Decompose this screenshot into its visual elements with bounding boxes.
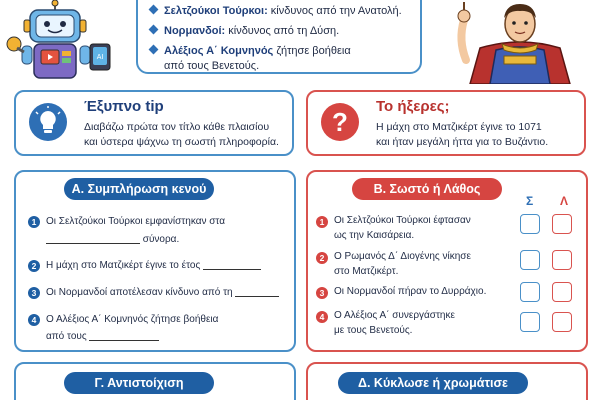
answer-blank[interactable] bbox=[89, 331, 159, 341]
robot-illustration bbox=[0, 0, 120, 82]
svg-text:?: ? bbox=[332, 107, 348, 137]
fill-item-text: Η μάχη στο Ματζικέρτ έγινε το έτος bbox=[46, 258, 261, 273]
item-number: 1 bbox=[28, 216, 40, 228]
bullet-icon bbox=[149, 45, 159, 55]
tf-item-text: Οι Νορμανδοί πήραν το Δυρράχιο. bbox=[334, 286, 487, 297]
false-column-header: Λ bbox=[560, 194, 569, 208]
exercise-a-box bbox=[14, 170, 296, 352]
item-number: 4 bbox=[28, 314, 40, 326]
did-you-know-box bbox=[306, 90, 586, 156]
lightbulb-icon bbox=[28, 102, 68, 142]
exercise-b-box bbox=[306, 170, 588, 352]
bullet-icon bbox=[149, 25, 159, 35]
false-checkbox[interactable] bbox=[552, 214, 572, 234]
bullet-icon bbox=[149, 5, 159, 15]
item-number: 4 bbox=[316, 311, 328, 323]
tf-item-text: Ο Αλέξιος Α΄ συνεργάστηκε με τους Βενετούς. bbox=[334, 310, 455, 336]
answer-blank[interactable] bbox=[235, 287, 279, 297]
tf-item-text: Ο Ρωμανός Δ΄ Διογένης νίκησε στο Ματζικέρτ. bbox=[334, 251, 471, 277]
fill-item-text: Οι Σελτζούκοι Τούρκοι εμφανίστηκαν στα bbox=[46, 216, 226, 227]
emperor-illustration bbox=[430, 0, 600, 84]
true-checkbox[interactable] bbox=[520, 282, 540, 302]
intro-summary-box bbox=[136, 0, 422, 74]
answer-blank[interactable] bbox=[203, 260, 261, 270]
fact-title: Το ήξερες; bbox=[376, 98, 450, 115]
intro-line: Αλέξιος Α΄ Κομνηνός ζήτησε βοήθεια bbox=[150, 44, 351, 58]
true-checkbox[interactable] bbox=[520, 250, 540, 270]
item-number: 3 bbox=[316, 287, 328, 299]
question-mark-icon bbox=[320, 102, 360, 142]
answer-blank[interactable] bbox=[46, 234, 140, 244]
tf-item-text: Οι Σελτζούκοι Τούρκοι έφτασαν ως την Καισάρεια. bbox=[334, 215, 471, 241]
false-checkbox[interactable] bbox=[552, 312, 572, 332]
exercise-b-title: Β. Σωστό ή Λάθος bbox=[352, 178, 502, 200]
exercise-c-box bbox=[14, 362, 296, 400]
fact-text: Η μάχη στο Ματζικέρτ έγινε το 1071 και ήταν μεγάλη ήττα για το Βυζάντιο. bbox=[376, 121, 549, 148]
item-number: 3 bbox=[28, 287, 40, 299]
true-checkbox[interactable] bbox=[520, 214, 540, 234]
exercise-d-title: Δ. Κύκλωσε ή χρωμάτισε bbox=[338, 372, 528, 394]
intro-line: από τους Βενετούς. bbox=[164, 60, 260, 72]
tip-box bbox=[14, 90, 294, 156]
fill-item-line2: σύνορα. bbox=[46, 232, 179, 247]
exercise-d-box bbox=[306, 362, 588, 400]
item-number: 2 bbox=[316, 252, 328, 264]
item-number: 2 bbox=[28, 260, 40, 272]
true-checkbox[interactable] bbox=[520, 312, 540, 332]
fill-item-text: Οι Νορμανδοί αποτέλεσαν κίνδυνο από τη bbox=[46, 285, 279, 300]
tip-text: Διαβάζω πρώτα τον τίτλο κάθε πλαισίου και ύστερα ψάχνω τη σωστή πληροφορία. bbox=[84, 121, 279, 148]
true-column-header: Σ bbox=[526, 194, 534, 208]
false-checkbox[interactable] bbox=[552, 282, 572, 302]
exercise-c-title: Γ. Αντιστοίχιση bbox=[64, 372, 214, 394]
fill-item-text: Ο Αλέξιος Α΄ Κομνηνός ζήτησε βοήθεια bbox=[46, 314, 219, 325]
fill-item-line2: από τους bbox=[46, 329, 159, 344]
exercise-a-title: Α. Συμπλήρωση κενού bbox=[64, 178, 214, 200]
robot-badge: AI bbox=[96, 54, 104, 61]
false-checkbox[interactable] bbox=[552, 250, 572, 270]
intro-line: Σελτζούκοι Τούρκοι: κίνδυνος από την Ανατολή. bbox=[150, 4, 402, 18]
tip-title: Έξυπνο tip bbox=[84, 98, 164, 115]
intro-line: Νορμανδοί: κίνδυνος από τη Δύση. bbox=[150, 24, 339, 38]
item-number: 1 bbox=[316, 216, 328, 228]
